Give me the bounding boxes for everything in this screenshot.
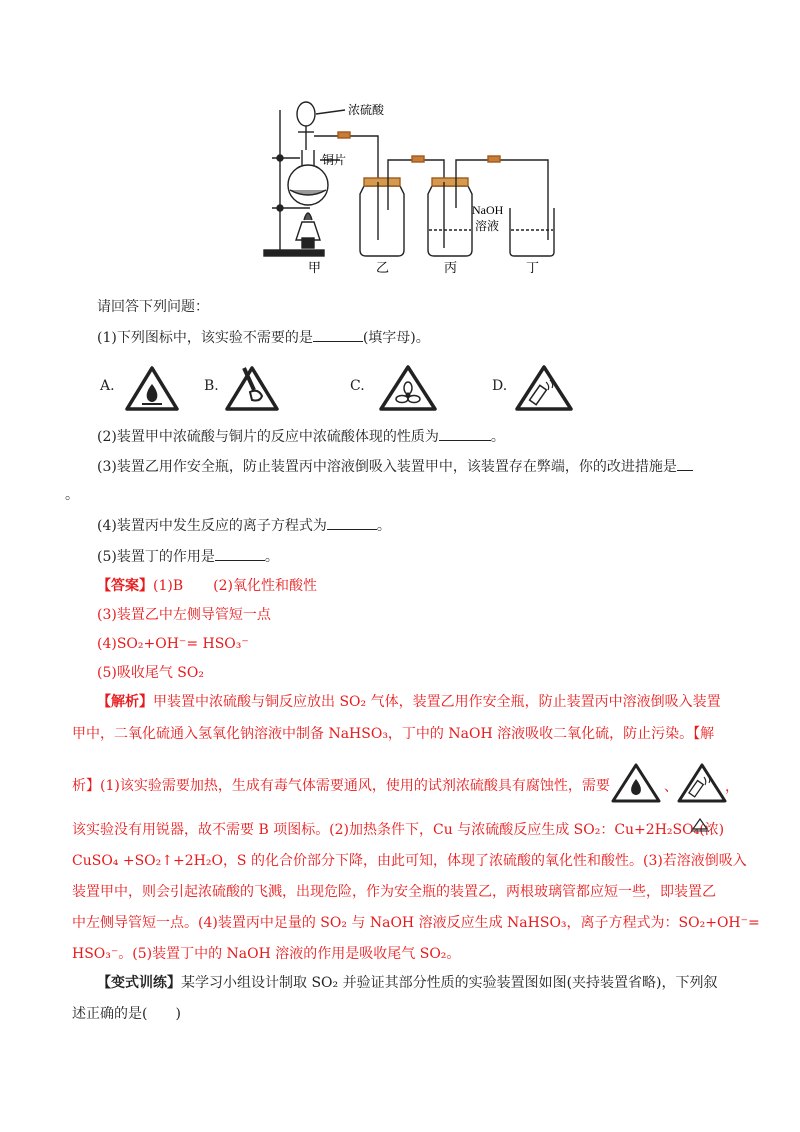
- analysis-line-1: 【解析】甲装置中浓硫酸与铜反应放出 SO₂ 气体，装置乙用作安全瓶，防止装置丙中溶液倒吸入装置: [97, 694, 721, 710]
- analysis-sep-2: ，: [725, 779, 739, 795]
- analysis-sep-1: 、: [664, 779, 678, 795]
- answer-line-4: (4)SO₂+OH⁻= HSO₃⁻: [97, 636, 249, 652]
- option-b-label: B.: [204, 378, 219, 394]
- analysis-line-7: 中左侧导管短一点。(4)装置丙中足量的 SO₂ 与 NaOH 溶液反应生成 NaHSO₃，离子方程式为：SO₂+OH⁻=: [72, 915, 760, 931]
- question-4: (4)装置丙中发生反应的离子方程式为 。: [97, 515, 391, 536]
- answer-line-3: (3)装置乙中左侧导管短一点: [97, 607, 271, 623]
- question-intro: 请回答下列问题：: [97, 299, 209, 315]
- ventilation-fan-icon: [378, 364, 438, 412]
- corrosive-hazard-icon: [514, 364, 574, 412]
- option-d-label: D.: [492, 378, 508, 394]
- question-5: (5)装置丁的作用是 。: [97, 546, 279, 567]
- label-copper: 铜片: [322, 153, 347, 167]
- label-naoh: NaOH: [472, 203, 504, 217]
- answer-blank[interactable]: [215, 546, 265, 561]
- label-ding: 丁: [526, 260, 540, 275]
- analysis-line-3: 析】(1)该实验需要加热，生成有毒气体需要通风，使用的试剂浓硫酸具有腐蚀性，需要: [72, 778, 610, 794]
- answer-blank[interactable]: [313, 327, 363, 342]
- analysis-line-5: CuSO₄ +SO₂↑+2H₂O，S 的化合价部分下降，由此可知，体现了浓硫酸的氧化性和酸性。(3)若溶液倒吸入: [72, 853, 747, 869]
- label-yi: 乙: [376, 260, 390, 275]
- corrosive-hazard-icon-small: [676, 762, 728, 804]
- label-solution: 溶液: [475, 219, 500, 233]
- question-1: (1)下列图标中，该实验不需要的是 (填字母)。: [97, 327, 430, 348]
- question-3-end: 。: [65, 487, 79, 503]
- flame-hazard-icon-small: [610, 762, 662, 804]
- question-2: (2)装置甲中浓硫酸与铜片的反应中浓硫酸体现的性质为 。: [97, 426, 505, 447]
- label-jia: 甲: [308, 260, 322, 275]
- analysis-line-2: 甲中，二氧化硫通入氢氧化钠溶液中制备 NaHSO₃，丁中的 NaOH 溶液吸收二氧化硫，防止污染。【解: [72, 726, 715, 742]
- question-3: (3)装置乙用作安全瓶，防止装置丙中溶液倒吸入装置甲中，该装置存在弊端，你的改进措施是: [97, 456, 693, 477]
- flame-hazard-icon: [124, 364, 180, 412]
- answer-line-5: (5)吸收尾气 SO₂: [97, 665, 204, 681]
- variant-line-2: 述正确的是( ): [72, 1006, 181, 1022]
- answer-blank[interactable]: [677, 456, 693, 471]
- heat-delta-icon: [690, 818, 710, 832]
- sharp-object-icon: [224, 360, 280, 412]
- label-bing: 丙: [444, 260, 458, 275]
- answer-blank[interactable]: [327, 515, 377, 530]
- label-acid: 浓硫酸: [348, 103, 385, 117]
- option-a-label: A.: [100, 378, 115, 394]
- variant-line-1: 【变式训练】某学习小组设计制取 SO₂ 并验证其部分性质的实验装置图如图(夹持装置省略)，下列叙: [97, 975, 718, 991]
- analysis-line-6: 装置甲中，则会引起浓硫酸的飞溅，出现危险，作为安全瓶的装置乙，两根玻璃管都应短一些，即装置乙: [72, 884, 716, 900]
- option-c-label: C.: [350, 378, 365, 394]
- apparatus-figure: [260, 90, 570, 280]
- analysis-line-4: 该实验没有用锐器，故不需要 B 项图标。(2)加热条件下，Cu 与浓硫酸反应生成 SO₂：Cu+2H₂SO₄(浓): [72, 822, 725, 838]
- answer-line-1: 【答案】(1)B (2)氧化性和酸性: [97, 578, 317, 594]
- answer-blank[interactable]: [439, 426, 491, 441]
- analysis-line-8: HSO₃⁻。(5)装置丁中的 NaOH 溶液的作用是吸收尾气 SO₂。: [72, 946, 461, 962]
